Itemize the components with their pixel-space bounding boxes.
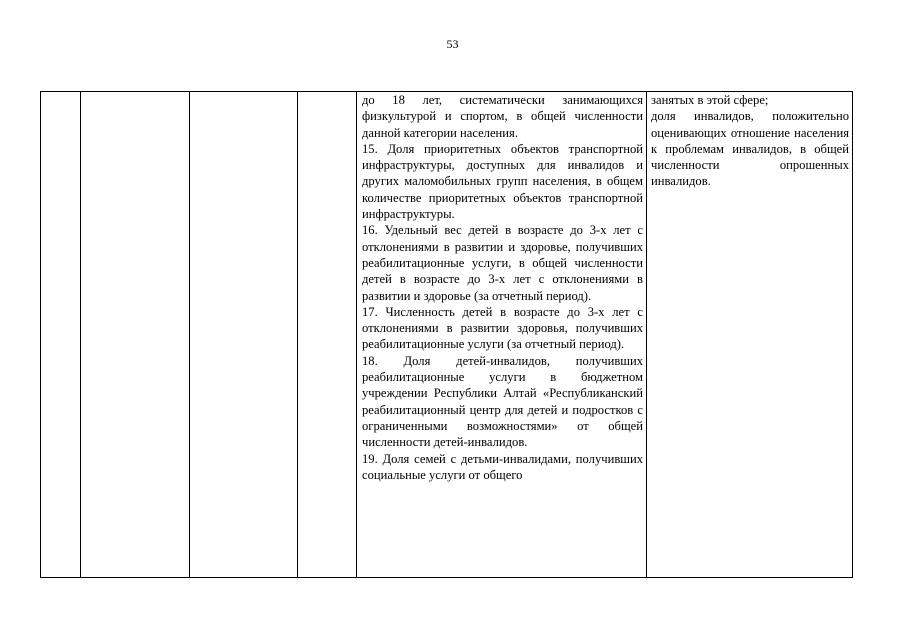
table-right-border bbox=[852, 91, 853, 578]
indicator-paragraph: 15. Доля приоритетных объектов транспортной инфраструктуры, доступных для инвалидов и других маломобильных групп населения, в общем количестве приоритетных объектов транспортной инфраструктуры. bbox=[362, 141, 643, 222]
indicator-paragraph: до 18 лет, систематически занимающихся физкультурой и спортом, в общей численности данной категории населения. bbox=[362, 93, 643, 140]
column-divider-1 bbox=[80, 91, 81, 578]
result-paragraph: занятых в этой сфере; bbox=[651, 93, 769, 107]
indicator-paragraph: 18. Доля детей-инвалидов, получивших реабилитационные услуги в бюджетном учреждении Республики Алтай «Республиканский реабилитационный центр для детей и подростков с ограниченными возможностями» от общей численности детей-инвалидов. bbox=[362, 353, 643, 450]
column-divider-4 bbox=[356, 91, 357, 578]
result-paragraph: доля инвалидов, положительно оценивающих отношение населения к проблемам инвалидов, в общей численности опрошенных инвалидов. bbox=[651, 109, 849, 189]
column-divider-3 bbox=[297, 91, 298, 578]
table-bottom-border bbox=[40, 577, 852, 578]
indicator-paragraph: 19. Доля семей с детьми-инвалидами, получивших социальные услуги от общего bbox=[362, 451, 643, 482]
column-divider-2 bbox=[189, 91, 190, 578]
indicator-paragraph: 17. Численность детей в возрасте до 3-х лет с отклонениями в развитии здоровья, получивших реабилитационные услуги (за отчетный период). bbox=[362, 304, 643, 352]
column-divider-5 bbox=[646, 91, 647, 578]
indicators-cell bbox=[362, 92, 643, 483]
table-left-border bbox=[40, 91, 41, 578]
results-cell bbox=[651, 92, 849, 190]
page-number: 53 bbox=[446, 37, 459, 51]
indicator-paragraph: 16. Удельный вес детей в возрасте до 3-х лет с отклонениями в развитии и здоровье, получивших реабилитационные услуги, в общей численности детей в возрасте до 3-х лет с отклонениями в развитии и здоровье (за отчетный период). bbox=[362, 223, 643, 303]
